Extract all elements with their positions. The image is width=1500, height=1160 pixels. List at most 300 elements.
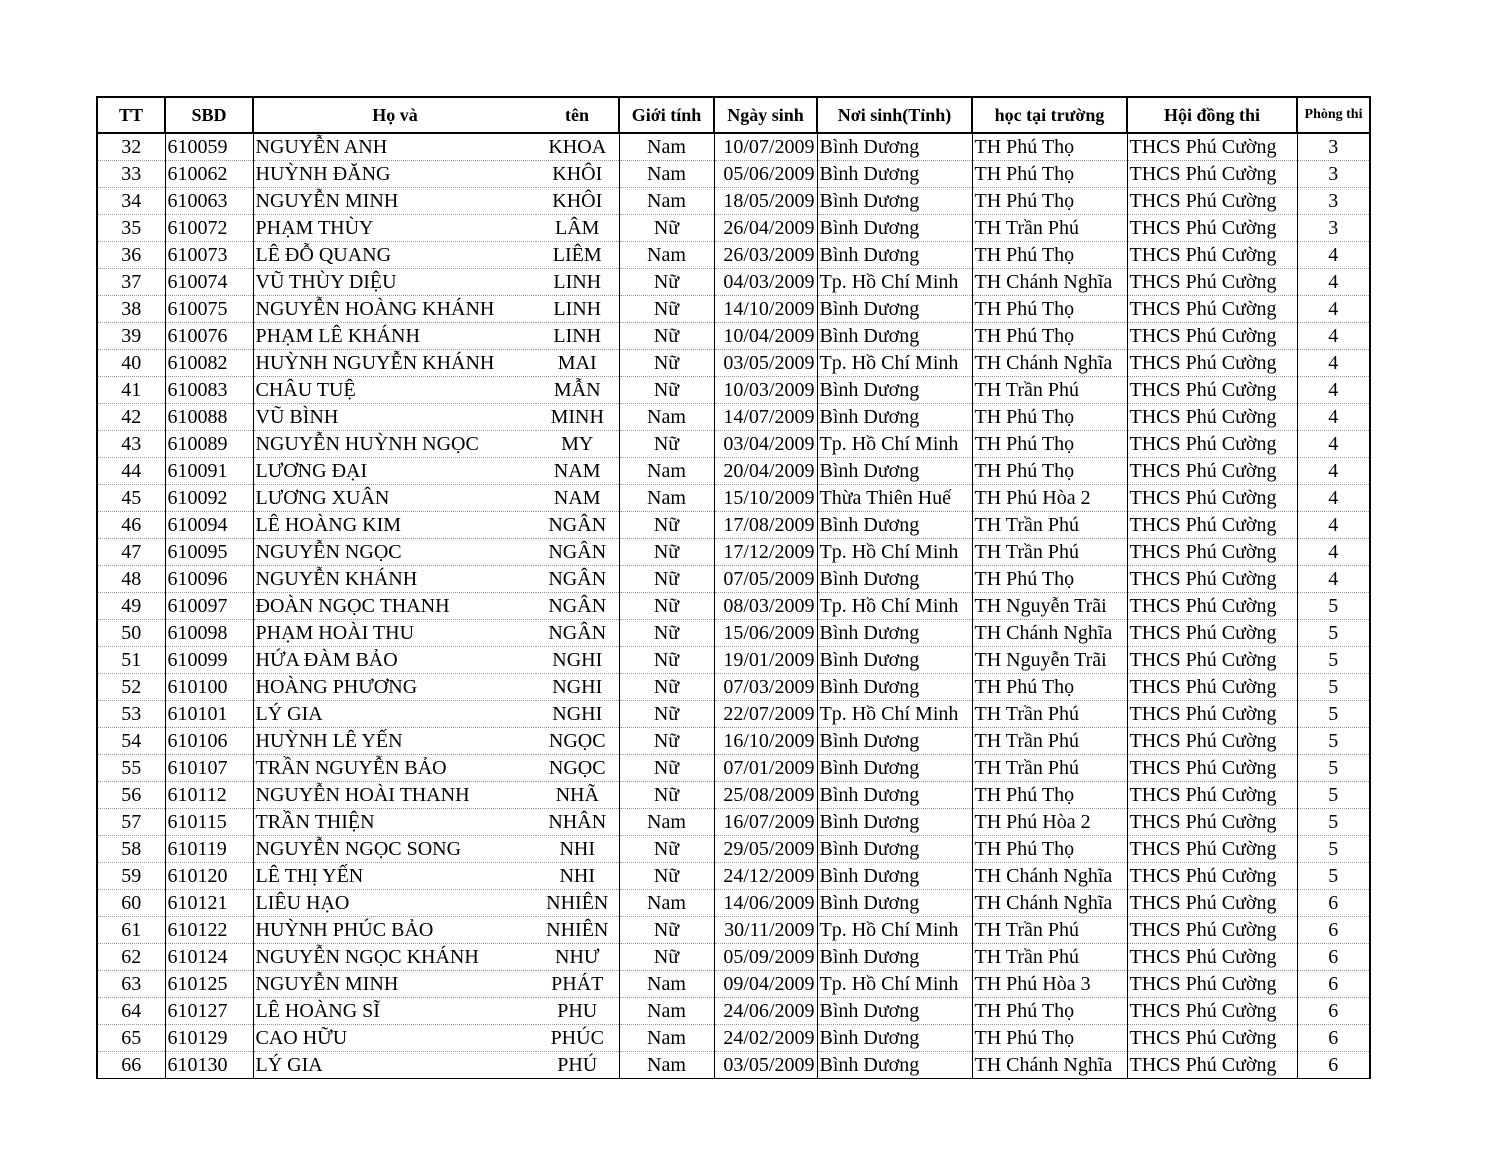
cell-ngay-sinh: 16/07/2009	[714, 809, 817, 836]
cell-truong: TH Trần Phú	[972, 944, 1127, 971]
cell-hoi-dong: THCS Phú Cường	[1127, 350, 1297, 377]
cell-hoi-dong: THCS Phú Cường	[1127, 215, 1297, 242]
cell-ten: MAI	[536, 350, 619, 377]
cell-ten: MẪN	[536, 377, 619, 404]
table-row	[97, 701, 1370, 728]
table-row	[97, 215, 1370, 242]
cell-sbd: 610120	[165, 863, 253, 890]
cell-phong: 4	[1297, 323, 1370, 350]
cell-gioi-tinh: Nữ	[619, 377, 714, 404]
cell-ngay-sinh: 26/04/2009	[714, 215, 817, 242]
cell-gioi-tinh: Nam	[619, 188, 714, 215]
cell-hoi-dong: THCS Phú Cường	[1127, 701, 1297, 728]
cell-noi-sinh: Bình Dương	[817, 944, 972, 971]
header-noi-sinh: Nơi sinh(Tỉnh)	[817, 97, 972, 133]
cell-hoi-dong: THCS Phú Cường	[1127, 188, 1297, 215]
cell-ngay-sinh: 19/01/2009	[714, 647, 817, 674]
cell-ho: LIÊU HẠO	[253, 890, 536, 917]
cell-hoi-dong: THCS Phú Cường	[1127, 674, 1297, 701]
cell-ngay-sinh: 24/12/2009	[714, 863, 817, 890]
table-row	[97, 998, 1370, 1025]
cell-tt: 43	[97, 431, 165, 458]
cell-phong: 5	[1297, 647, 1370, 674]
cell-ngay-sinh: 18/05/2009	[714, 188, 817, 215]
table-row	[97, 971, 1370, 998]
table-row	[97, 620, 1370, 647]
cell-noi-sinh: Bình Dương	[817, 782, 972, 809]
cell-truong: TH Phú Thọ	[972, 188, 1127, 215]
cell-tt: 62	[97, 944, 165, 971]
table-row	[97, 377, 1370, 404]
cell-gioi-tinh: Nam	[619, 971, 714, 998]
cell-hoi-dong: THCS Phú Cường	[1127, 782, 1297, 809]
cell-tt: 34	[97, 188, 165, 215]
cell-tt: 33	[97, 161, 165, 188]
cell-ngay-sinh: 16/10/2009	[714, 728, 817, 755]
cell-ngay-sinh: 03/05/2009	[714, 350, 817, 377]
cell-phong: 4	[1297, 242, 1370, 269]
cell-phong: 5	[1297, 809, 1370, 836]
cell-noi-sinh: Bình Dương	[817, 566, 972, 593]
cell-hoi-dong: THCS Phú Cường	[1127, 620, 1297, 647]
cell-ten: KHÔI	[536, 188, 619, 215]
cell-phong: 4	[1297, 431, 1370, 458]
cell-hoi-dong: THCS Phú Cường	[1127, 647, 1297, 674]
cell-ten: NHÃ	[536, 782, 619, 809]
cell-phong: 4	[1297, 350, 1370, 377]
cell-ten: NHIÊN	[536, 890, 619, 917]
cell-gioi-tinh: Nam	[619, 890, 714, 917]
cell-ngay-sinh: 07/01/2009	[714, 755, 817, 782]
cell-truong: TH Nguyễn Trãi	[972, 647, 1127, 674]
cell-gioi-tinh: Nữ	[619, 620, 714, 647]
cell-hoi-dong: THCS Phú Cường	[1127, 728, 1297, 755]
cell-gioi-tinh: Nữ	[619, 944, 714, 971]
cell-gioi-tinh: Nữ	[619, 863, 714, 890]
table-row	[97, 863, 1370, 890]
cell-ten: NGÂN	[536, 566, 619, 593]
cell-hoi-dong: THCS Phú Cường	[1127, 998, 1297, 1025]
cell-truong: TH Chánh Nghĩa	[972, 863, 1127, 890]
cell-tt: 44	[97, 458, 165, 485]
cell-tt: 40	[97, 350, 165, 377]
cell-sbd: 610115	[165, 809, 253, 836]
cell-phong: 6	[1297, 971, 1370, 998]
cell-sbd: 610072	[165, 215, 253, 242]
cell-ho: NGUYỄN KHÁNH	[253, 566, 536, 593]
cell-sbd: 610127	[165, 998, 253, 1025]
cell-gioi-tinh: Nữ	[619, 701, 714, 728]
cell-gioi-tinh: Nữ	[619, 350, 714, 377]
cell-noi-sinh: Tp. Hồ Chí Minh	[817, 971, 972, 998]
cell-truong: TH Trần Phú	[972, 755, 1127, 782]
cell-ho: NGUYỄN NGỌC	[253, 539, 536, 566]
cell-tt: 55	[97, 755, 165, 782]
cell-tt: 50	[97, 620, 165, 647]
cell-hoi-dong: THCS Phú Cường	[1127, 917, 1297, 944]
cell-noi-sinh: Bình Dương	[817, 836, 972, 863]
cell-noi-sinh: Tp. Hồ Chí Minh	[817, 350, 972, 377]
cell-truong: TH Chánh Nghĩa	[972, 350, 1127, 377]
cell-noi-sinh: Bình Dương	[817, 674, 972, 701]
cell-sbd: 610106	[165, 728, 253, 755]
cell-ho: NGUYỄN MINH	[253, 971, 536, 998]
cell-ngay-sinh: 03/04/2009	[714, 431, 817, 458]
cell-hoi-dong: THCS Phú Cường	[1127, 323, 1297, 350]
cell-gioi-tinh: Nam	[619, 458, 714, 485]
cell-noi-sinh: Bình Dương	[817, 323, 972, 350]
cell-hoi-dong: THCS Phú Cường	[1127, 458, 1297, 485]
cell-gioi-tinh: Nữ	[619, 593, 714, 620]
cell-sbd: 610119	[165, 836, 253, 863]
cell-noi-sinh: Bình Dương	[817, 863, 972, 890]
cell-ten: NGỌC	[536, 755, 619, 782]
cell-sbd: 610101	[165, 701, 253, 728]
cell-sbd: 610082	[165, 350, 253, 377]
cell-noi-sinh: Bình Dương	[817, 620, 972, 647]
cell-sbd: 610091	[165, 458, 253, 485]
cell-sbd: 610129	[165, 1025, 253, 1052]
cell-ten: MY	[536, 431, 619, 458]
cell-gioi-tinh: Nữ	[619, 215, 714, 242]
cell-truong: TH Phú Thọ	[972, 782, 1127, 809]
cell-phong: 4	[1297, 269, 1370, 296]
cell-tt: 59	[97, 863, 165, 890]
cell-noi-sinh: Bình Dương	[817, 728, 972, 755]
cell-tt: 63	[97, 971, 165, 998]
table-row	[97, 512, 1370, 539]
cell-ho: PHẠM THÙY	[253, 215, 536, 242]
cell-truong: TH Phú Thọ	[972, 323, 1127, 350]
cell-ngay-sinh: 30/11/2009	[714, 917, 817, 944]
cell-sbd: 610098	[165, 620, 253, 647]
table-row	[97, 242, 1370, 269]
cell-noi-sinh: Bình Dương	[817, 1025, 972, 1052]
cell-ho: CHÂU TUỆ	[253, 377, 536, 404]
cell-phong: 3	[1297, 188, 1370, 215]
cell-phong: 5	[1297, 728, 1370, 755]
cell-ho: LƯƠNG ĐẠI	[253, 458, 536, 485]
cell-ho: LÝ GIA	[253, 701, 536, 728]
cell-hoi-dong: THCS Phú Cường	[1127, 512, 1297, 539]
cell-hoi-dong: THCS Phú Cường	[1127, 836, 1297, 863]
table-row	[97, 161, 1370, 188]
cell-ho: NGUYỄN NGỌC KHÁNH	[253, 944, 536, 971]
cell-phong: 4	[1297, 512, 1370, 539]
cell-noi-sinh: Bình Dương	[817, 647, 972, 674]
cell-gioi-tinh: Nữ	[619, 512, 714, 539]
cell-noi-sinh: Bình Dương	[817, 755, 972, 782]
cell-ho: NGUYỄN MINH	[253, 188, 536, 215]
cell-noi-sinh: Bình Dương	[817, 188, 972, 215]
cell-hoi-dong: THCS Phú Cường	[1127, 566, 1297, 593]
cell-ho: NGUYỄN HOÀI THANH	[253, 782, 536, 809]
cell-ten: NHÂN	[536, 809, 619, 836]
cell-gioi-tinh: Nữ	[619, 647, 714, 674]
cell-ten: LÂM	[536, 215, 619, 242]
cell-noi-sinh: Tp. Hồ Chí Minh	[817, 431, 972, 458]
cell-ten: NGÂN	[536, 593, 619, 620]
cell-phong: 5	[1297, 863, 1370, 890]
table-header-row	[97, 97, 1370, 133]
table-row	[97, 133, 1370, 161]
cell-hoi-dong: THCS Phú Cường	[1127, 1025, 1297, 1052]
table-row	[97, 539, 1370, 566]
cell-gioi-tinh: Nữ	[619, 566, 714, 593]
table-row	[97, 404, 1370, 431]
cell-ho: HUỲNH ĐĂNG	[253, 161, 536, 188]
cell-gioi-tinh: Nữ	[619, 296, 714, 323]
cell-hoi-dong: THCS Phú Cường	[1127, 133, 1297, 161]
cell-sbd: 610096	[165, 566, 253, 593]
table-row	[97, 755, 1370, 782]
cell-ngay-sinh: 25/08/2009	[714, 782, 817, 809]
cell-sbd: 610083	[165, 377, 253, 404]
cell-sbd: 610076	[165, 323, 253, 350]
cell-tt: 57	[97, 809, 165, 836]
cell-ho: PHẠM LÊ KHÁNH	[253, 323, 536, 350]
cell-ngay-sinh: 24/02/2009	[714, 1025, 817, 1052]
cell-hoi-dong: THCS Phú Cường	[1127, 242, 1297, 269]
cell-phong: 6	[1297, 944, 1370, 971]
cell-phong: 3	[1297, 215, 1370, 242]
cell-ngay-sinh: 17/12/2009	[714, 539, 817, 566]
cell-truong: TH Chánh Nghĩa	[972, 269, 1127, 296]
header-sbd: SBD	[165, 97, 253, 133]
cell-tt: 46	[97, 512, 165, 539]
table-row	[97, 323, 1370, 350]
cell-sbd: 610095	[165, 539, 253, 566]
cell-ngay-sinh: 07/03/2009	[714, 674, 817, 701]
cell-tt: 54	[97, 728, 165, 755]
cell-ten: NHI	[536, 836, 619, 863]
cell-ngay-sinh: 07/05/2009	[714, 566, 817, 593]
cell-ngay-sinh: 26/03/2009	[714, 242, 817, 269]
cell-truong: TH Nguyễn Trãi	[972, 593, 1127, 620]
cell-phong: 5	[1297, 593, 1370, 620]
cell-truong: TH Phú Thọ	[972, 431, 1127, 458]
cell-noi-sinh: Bình Dương	[817, 809, 972, 836]
table-row	[97, 350, 1370, 377]
cell-ho: NGUYỄN ANH	[253, 133, 536, 161]
cell-gioi-tinh: Nữ	[619, 917, 714, 944]
cell-tt: 39	[97, 323, 165, 350]
cell-sbd: 610124	[165, 944, 253, 971]
table-row	[97, 782, 1370, 809]
cell-truong: TH Trần Phú	[972, 728, 1127, 755]
cell-gioi-tinh: Nữ	[619, 782, 714, 809]
cell-tt: 60	[97, 890, 165, 917]
cell-ten: NGỌC	[536, 728, 619, 755]
cell-gioi-tinh: Nam	[619, 404, 714, 431]
cell-hoi-dong: THCS Phú Cường	[1127, 539, 1297, 566]
cell-sbd: 610130	[165, 1052, 253, 1079]
cell-ten: LIÊM	[536, 242, 619, 269]
cell-ho: PHẠM HOÀI THU	[253, 620, 536, 647]
cell-noi-sinh: Bình Dương	[817, 404, 972, 431]
cell-sbd: 610092	[165, 485, 253, 512]
cell-ngay-sinh: 05/09/2009	[714, 944, 817, 971]
cell-sbd: 610121	[165, 890, 253, 917]
cell-truong: TH Phú Thọ	[972, 836, 1127, 863]
cell-gioi-tinh: Nam	[619, 161, 714, 188]
cell-hoi-dong: THCS Phú Cường	[1127, 404, 1297, 431]
cell-gioi-tinh: Nữ	[619, 674, 714, 701]
cell-hoi-dong: THCS Phú Cường	[1127, 161, 1297, 188]
cell-ten: LINH	[536, 296, 619, 323]
cell-tt: 36	[97, 242, 165, 269]
cell-gioi-tinh: Nam	[619, 1052, 714, 1079]
cell-noi-sinh: Bình Dương	[817, 242, 972, 269]
header-ngay-sinh: Ngày sinh	[714, 97, 817, 133]
table-row	[97, 674, 1370, 701]
cell-ngay-sinh: 03/05/2009	[714, 1052, 817, 1079]
cell-ngay-sinh: 15/06/2009	[714, 620, 817, 647]
student-list-table	[96, 96, 1371, 1079]
cell-ho: HUỲNH LÊ YẾN	[253, 728, 536, 755]
cell-gioi-tinh: Nam	[619, 1025, 714, 1052]
cell-phong: 5	[1297, 701, 1370, 728]
cell-tt: 53	[97, 701, 165, 728]
cell-noi-sinh: Bình Dương	[817, 1052, 972, 1079]
cell-ho: LƯƠNG XUÂN	[253, 485, 536, 512]
table-row	[97, 296, 1370, 323]
cell-phong: 5	[1297, 836, 1370, 863]
cell-phong: 5	[1297, 674, 1370, 701]
cell-ten: KHÔI	[536, 161, 619, 188]
cell-ho: HUỲNH NGUYỄN KHÁNH	[253, 350, 536, 377]
cell-truong: TH Chánh Nghĩa	[972, 620, 1127, 647]
cell-noi-sinh: Tp. Hồ Chí Minh	[817, 593, 972, 620]
table-row	[97, 917, 1370, 944]
cell-truong: TH Chánh Nghĩa	[972, 1052, 1127, 1079]
table-row	[97, 809, 1370, 836]
cell-ho: TRẦN THIỆN	[253, 809, 536, 836]
table-row	[97, 1025, 1370, 1052]
cell-gioi-tinh: Nữ	[619, 728, 714, 755]
cell-sbd: 610099	[165, 647, 253, 674]
cell-ngay-sinh: 14/07/2009	[714, 404, 817, 431]
cell-sbd: 610063	[165, 188, 253, 215]
cell-gioi-tinh: Nam	[619, 809, 714, 836]
cell-phong: 5	[1297, 755, 1370, 782]
cell-ten: NHIÊN	[536, 917, 619, 944]
cell-hoi-dong: THCS Phú Cường	[1127, 377, 1297, 404]
cell-ten: NGHI	[536, 701, 619, 728]
cell-ten: NAM	[536, 458, 619, 485]
cell-phong: 6	[1297, 1052, 1370, 1079]
cell-ho: LÊ HOÀNG KIM	[253, 512, 536, 539]
cell-tt: 35	[97, 215, 165, 242]
cell-hoi-dong: THCS Phú Cường	[1127, 296, 1297, 323]
table-row	[97, 485, 1370, 512]
cell-gioi-tinh: Nam	[619, 485, 714, 512]
cell-ho: NGUYỄN HOÀNG KHÁNH	[253, 296, 536, 323]
cell-sbd: 610059	[165, 133, 253, 161]
cell-tt: 42	[97, 404, 165, 431]
cell-ngay-sinh: 15/10/2009	[714, 485, 817, 512]
cell-tt: 32	[97, 133, 165, 161]
cell-phong: 4	[1297, 296, 1370, 323]
cell-truong: TH Phú Hòa 2	[972, 809, 1127, 836]
cell-ngay-sinh: 10/04/2009	[714, 323, 817, 350]
cell-ho: VŨ BÌNH	[253, 404, 536, 431]
cell-ho: LÝ GIA	[253, 1052, 536, 1079]
cell-gioi-tinh: Nữ	[619, 836, 714, 863]
cell-gioi-tinh: Nữ	[619, 269, 714, 296]
cell-tt: 52	[97, 674, 165, 701]
cell-hoi-dong: THCS Phú Cường	[1127, 755, 1297, 782]
cell-hoi-dong: THCS Phú Cường	[1127, 863, 1297, 890]
cell-tt: 65	[97, 1025, 165, 1052]
table-row	[97, 890, 1370, 917]
cell-ngay-sinh: 29/05/2009	[714, 836, 817, 863]
header-tt: TT	[97, 97, 165, 133]
cell-truong: TH Phú Thọ	[972, 566, 1127, 593]
cell-ho: TRẦN NGUYỄN BẢO	[253, 755, 536, 782]
cell-tt: 38	[97, 296, 165, 323]
cell-tt: 51	[97, 647, 165, 674]
cell-ngay-sinh: 10/03/2009	[714, 377, 817, 404]
cell-noi-sinh: Tp. Hồ Chí Minh	[817, 917, 972, 944]
cell-tt: 61	[97, 917, 165, 944]
cell-phong: 6	[1297, 998, 1370, 1025]
header-gioi-tinh: Giới tính	[619, 97, 714, 133]
cell-ho: HUỲNH PHÚC BẢO	[253, 917, 536, 944]
cell-ngay-sinh: 24/06/2009	[714, 998, 817, 1025]
cell-ten: PHÁT	[536, 971, 619, 998]
cell-truong: TH Phú Thọ	[972, 1025, 1127, 1052]
cell-gioi-tinh: Nữ	[619, 323, 714, 350]
cell-noi-sinh: Bình Dương	[817, 458, 972, 485]
table-row	[97, 593, 1370, 620]
table-row	[97, 728, 1370, 755]
table-row	[97, 566, 1370, 593]
header-hoi-dong: Hội đồng thi	[1127, 97, 1297, 133]
cell-ten: KHOA	[536, 133, 619, 161]
cell-noi-sinh: Bình Dương	[817, 890, 972, 917]
cell-sbd: 610075	[165, 296, 253, 323]
cell-truong: TH Phú Thọ	[972, 133, 1127, 161]
cell-tt: 58	[97, 836, 165, 863]
cell-truong: TH Phú Thọ	[972, 296, 1127, 323]
cell-phong: 6	[1297, 1025, 1370, 1052]
cell-noi-sinh: Bình Dương	[817, 161, 972, 188]
cell-ten: NHI	[536, 863, 619, 890]
cell-noi-sinh: Bình Dương	[817, 377, 972, 404]
cell-ten: NHƯ	[536, 944, 619, 971]
cell-truong: TH Phú Thọ	[972, 458, 1127, 485]
table-row	[97, 188, 1370, 215]
cell-ten: MINH	[536, 404, 619, 431]
cell-noi-sinh: Tp. Hồ Chí Minh	[817, 701, 972, 728]
cell-noi-sinh: Bình Dương	[817, 296, 972, 323]
cell-sbd: 610122	[165, 917, 253, 944]
cell-phong: 5	[1297, 782, 1370, 809]
cell-ngay-sinh: 08/03/2009	[714, 593, 817, 620]
cell-phong: 6	[1297, 890, 1370, 917]
cell-truong: TH Trần Phú	[972, 377, 1127, 404]
cell-hoi-dong: THCS Phú Cường	[1127, 890, 1297, 917]
cell-tt: 47	[97, 539, 165, 566]
cell-ho: LÊ THỊ YẾN	[253, 863, 536, 890]
cell-phong: 4	[1297, 539, 1370, 566]
cell-truong: TH Phú Thọ	[972, 242, 1127, 269]
cell-noi-sinh: Tp. Hồ Chí Minh	[817, 539, 972, 566]
cell-truong: TH Trần Phú	[972, 539, 1127, 566]
cell-ten: PHÚC	[536, 1025, 619, 1052]
cell-hoi-dong: THCS Phú Cường	[1127, 485, 1297, 512]
